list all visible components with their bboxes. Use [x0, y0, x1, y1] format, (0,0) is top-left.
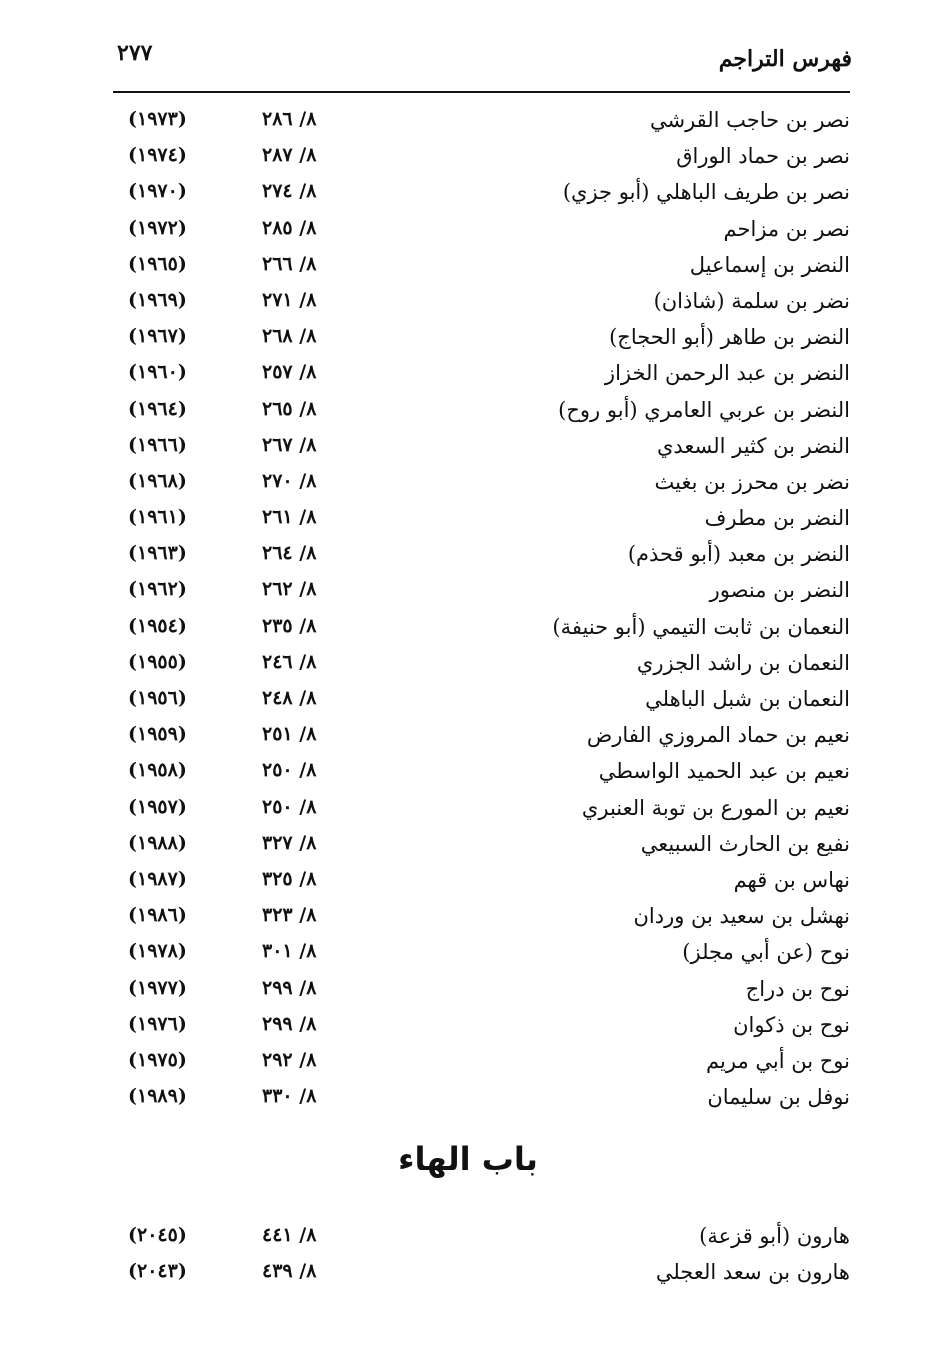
- index-entry: [0, 538, 936, 574]
- entry-name: هارون (أبو قزعة): [699, 1224, 850, 1248]
- index-entry: [0, 1081, 936, 1117]
- index-entry: [0, 249, 936, 285]
- entry-volume-page: ٨/ ٢٥٠: [262, 795, 317, 818]
- entry-number: (١٩٥٤): [128, 614, 187, 637]
- entry-name: النضر بن منصور: [709, 578, 850, 603]
- index-entry: [0, 864, 936, 900]
- entry-number: (١٩٥٧): [128, 795, 187, 818]
- entry-name: هارون بن سعد العجلي: [655, 1260, 850, 1285]
- index-entry: [0, 104, 936, 140]
- entry-name: نهشل بن سعيد بن وردان: [633, 904, 850, 929]
- entry-number: (١٩٦٢): [128, 578, 187, 601]
- entry-number: (١٩٧٤): [128, 144, 187, 167]
- index-entry: [0, 466, 936, 502]
- entry-volume-page: ٨/ ٢٥٠: [262, 759, 317, 782]
- entry-name: النضر بن كثير السعدي: [656, 433, 850, 458]
- entry-name: نصر بن حماد الوراق: [676, 144, 850, 169]
- index-list: [0, 104, 936, 1117]
- entry-number: (١٩٦٧): [128, 325, 187, 348]
- index-entry: [0, 755, 936, 791]
- index-entry: [0, 1009, 936, 1045]
- entry-volume-page: ٨/ ٢٧٠: [262, 469, 317, 492]
- index-entry: [0, 936, 936, 972]
- entry-number: (١٩٥٦): [128, 687, 187, 709]
- index-entry: [0, 1220, 936, 1256]
- index-entry: [0, 683, 936, 719]
- entry-number: (١٩٦٨): [128, 469, 187, 492]
- entry-volume-page: ٨/ ٢٨٧: [262, 144, 317, 167]
- entry-number: (١٩٨٩): [128, 1085, 187, 1108]
- entry-number: (٢٠٤٣): [128, 1260, 187, 1283]
- entry-volume-page: ٨/ ٢٦١: [262, 506, 317, 529]
- entry-name: نعيم بن عبد الحميد الواسطي: [598, 759, 850, 784]
- entry-volume-page: ٨/ ٢٦٦: [262, 252, 317, 275]
- entry-name: نوح بن ذكوان: [733, 1012, 850, 1037]
- index-entry: [0, 1045, 936, 1081]
- index-entry: [0, 574, 936, 610]
- section-heading: باب الهاء: [398, 1140, 538, 1178]
- entry-volume-page: ٨/ ٢٤٦: [262, 650, 317, 673]
- index-entry: [0, 647, 936, 683]
- index-entry: [0, 792, 936, 828]
- entry-number: (١٩٨٦): [128, 904, 187, 927]
- entry-name: نصر بن مزاحم: [723, 216, 850, 241]
- entry-volume-page: ٨/ ٢٦٢: [262, 578, 317, 601]
- entry-name: نوفل بن سليمان: [707, 1085, 850, 1110]
- entry-name: النضر بن طاهر (أبو الحجاج): [609, 325, 850, 350]
- entry-name: نعيم بن حماد المروزي الفارض: [586, 723, 850, 748]
- index-entry: [0, 140, 936, 176]
- entry-number: (١٩٦٣): [128, 542, 187, 565]
- entry-name: النعمان بن ثابت التيمي (أبو حنيفة): [552, 614, 850, 639]
- index-entry: [0, 213, 936, 249]
- section-index-list: [0, 1220, 936, 1292]
- entry-number: (١٩٧٣): [128, 108, 187, 130]
- entry-number: (١٩٦٤): [128, 397, 187, 420]
- entry-number: (١٩٦٩): [128, 288, 187, 311]
- index-entry: [0, 611, 936, 647]
- entry-number: (١٩٧٢): [128, 216, 187, 239]
- entry-volume-page: ٨/ ٣٣٠: [262, 1085, 317, 1108]
- index-entry: [0, 321, 936, 357]
- entry-number: (١٩٦٠): [128, 361, 187, 384]
- entry-number: (١٩٧٦): [128, 1012, 187, 1035]
- page-number: ٢٧٧: [117, 40, 153, 66]
- entry-volume-page: ٨/ ٣٢٧: [262, 831, 317, 854]
- entry-volume-page: ٨/ ٢٥١: [262, 723, 317, 746]
- index-entry: [0, 719, 936, 755]
- entry-name: نعيم بن المورع بن توبة العنبري: [581, 795, 850, 820]
- entry-volume-page: ٨/ ٢٩٢: [262, 1048, 317, 1071]
- entry-number: (١٩٦١): [128, 506, 187, 529]
- entry-volume-page: ٨/ ٢٥٧: [262, 361, 317, 384]
- entry-volume-page: ٨/ ٢٧٤: [262, 180, 317, 203]
- entry-name: النضر بن عربي العامري (أبو روح): [558, 397, 850, 422]
- index-entry: [0, 285, 936, 321]
- entry-name: نضر بن سلمة (شاذان): [653, 288, 850, 313]
- entry-name: نصر بن طريف الباهلي (أبو جزي): [562, 180, 850, 205]
- entry-volume-page: ٨/ ٤٣٩: [262, 1260, 317, 1283]
- entry-number: (١٩٦٥): [128, 252, 187, 275]
- index-entry: [0, 394, 936, 430]
- entry-volume-page: ٨/ ٢٦٨: [262, 325, 317, 348]
- entry-name: النعمان بن شبل الباهلي: [645, 687, 850, 711]
- entry-number: (١٩٧٠): [128, 180, 187, 203]
- index-entry: [0, 1256, 936, 1292]
- entry-volume-page: ٨/ ٢٦٤: [262, 542, 317, 565]
- entry-name: نصر بن حاجب القرشي: [649, 108, 850, 132]
- index-entry: [0, 900, 936, 936]
- entry-number: (١٩٧٥): [128, 1048, 187, 1071]
- entry-name: النضر بن إسماعيل: [689, 252, 850, 277]
- entry-number: (٢٠٤٥): [128, 1224, 187, 1246]
- entry-name: نوح بن أبي مريم: [706, 1048, 850, 1073]
- entry-name: نضر بن محرز بن بغيث: [654, 469, 850, 494]
- entry-volume-page: ٨/ ٢٩٩: [262, 976, 317, 999]
- entry-name: نوح بن دراج: [745, 976, 850, 1001]
- index-entry: [0, 357, 936, 393]
- entry-volume-page: ٨/ ٢٦٥: [262, 397, 317, 420]
- entry-number: (١٩٥٨): [128, 759, 187, 782]
- entry-volume-page: ٨/ ٢٦٧: [262, 433, 317, 456]
- entry-volume-page: ٨/ ٣٢٣: [262, 904, 317, 927]
- index-entry: [0, 430, 936, 466]
- entry-name: نهاس بن قهم: [733, 867, 850, 892]
- entry-number: (١٩٧٧): [128, 976, 187, 999]
- entry-volume-page: ٨/ ٤٤١: [262, 1224, 317, 1246]
- entry-name: نفيع بن الحارث السبيعي: [640, 831, 850, 856]
- index-entry: [0, 502, 936, 538]
- index-entry: [0, 176, 936, 212]
- entry-number: (١٩٥٥): [128, 650, 187, 673]
- index-entry: [0, 828, 936, 864]
- entry-number: (١٩٧٨): [128, 940, 187, 963]
- entry-name: نوح (عن أبي مجلز): [682, 940, 850, 965]
- entry-number: (١٩٨٨): [128, 831, 187, 854]
- entry-name: النعمان بن راشد الجزري: [636, 650, 850, 675]
- header-divider: [113, 91, 850, 93]
- entry-number: (١٩٦٦): [128, 433, 187, 456]
- entry-volume-page: ٨/ ٢٨٥: [262, 216, 317, 239]
- entry-name: النضر بن عبد الرحمن الخزاز: [604, 361, 850, 386]
- entry-name: النضر بن معبد (أبو قحذم): [627, 542, 850, 567]
- entry-number: (١٩٥٩): [128, 723, 187, 746]
- entry-volume-page: ٨/ ٢٩٩: [262, 1012, 317, 1035]
- entry-number: (١٩٨٧): [128, 867, 187, 890]
- entry-volume-page: ٨/ ٢٣٥: [262, 614, 317, 637]
- entry-volume-page: ٨/ ٢٤٨: [262, 687, 317, 709]
- entry-volume-page: ٨/ ٢٨٦: [262, 108, 317, 130]
- index-entry: [0, 973, 936, 1009]
- header-title: فهرس التراجم: [718, 46, 852, 72]
- entry-name: النضر بن مطرف: [704, 506, 850, 531]
- entry-volume-page: ٨/ ٣٠١: [262, 940, 317, 963]
- entry-volume-page: ٨/ ٢٧١: [262, 288, 317, 311]
- entry-volume-page: ٨/ ٣٢٥: [262, 867, 317, 890]
